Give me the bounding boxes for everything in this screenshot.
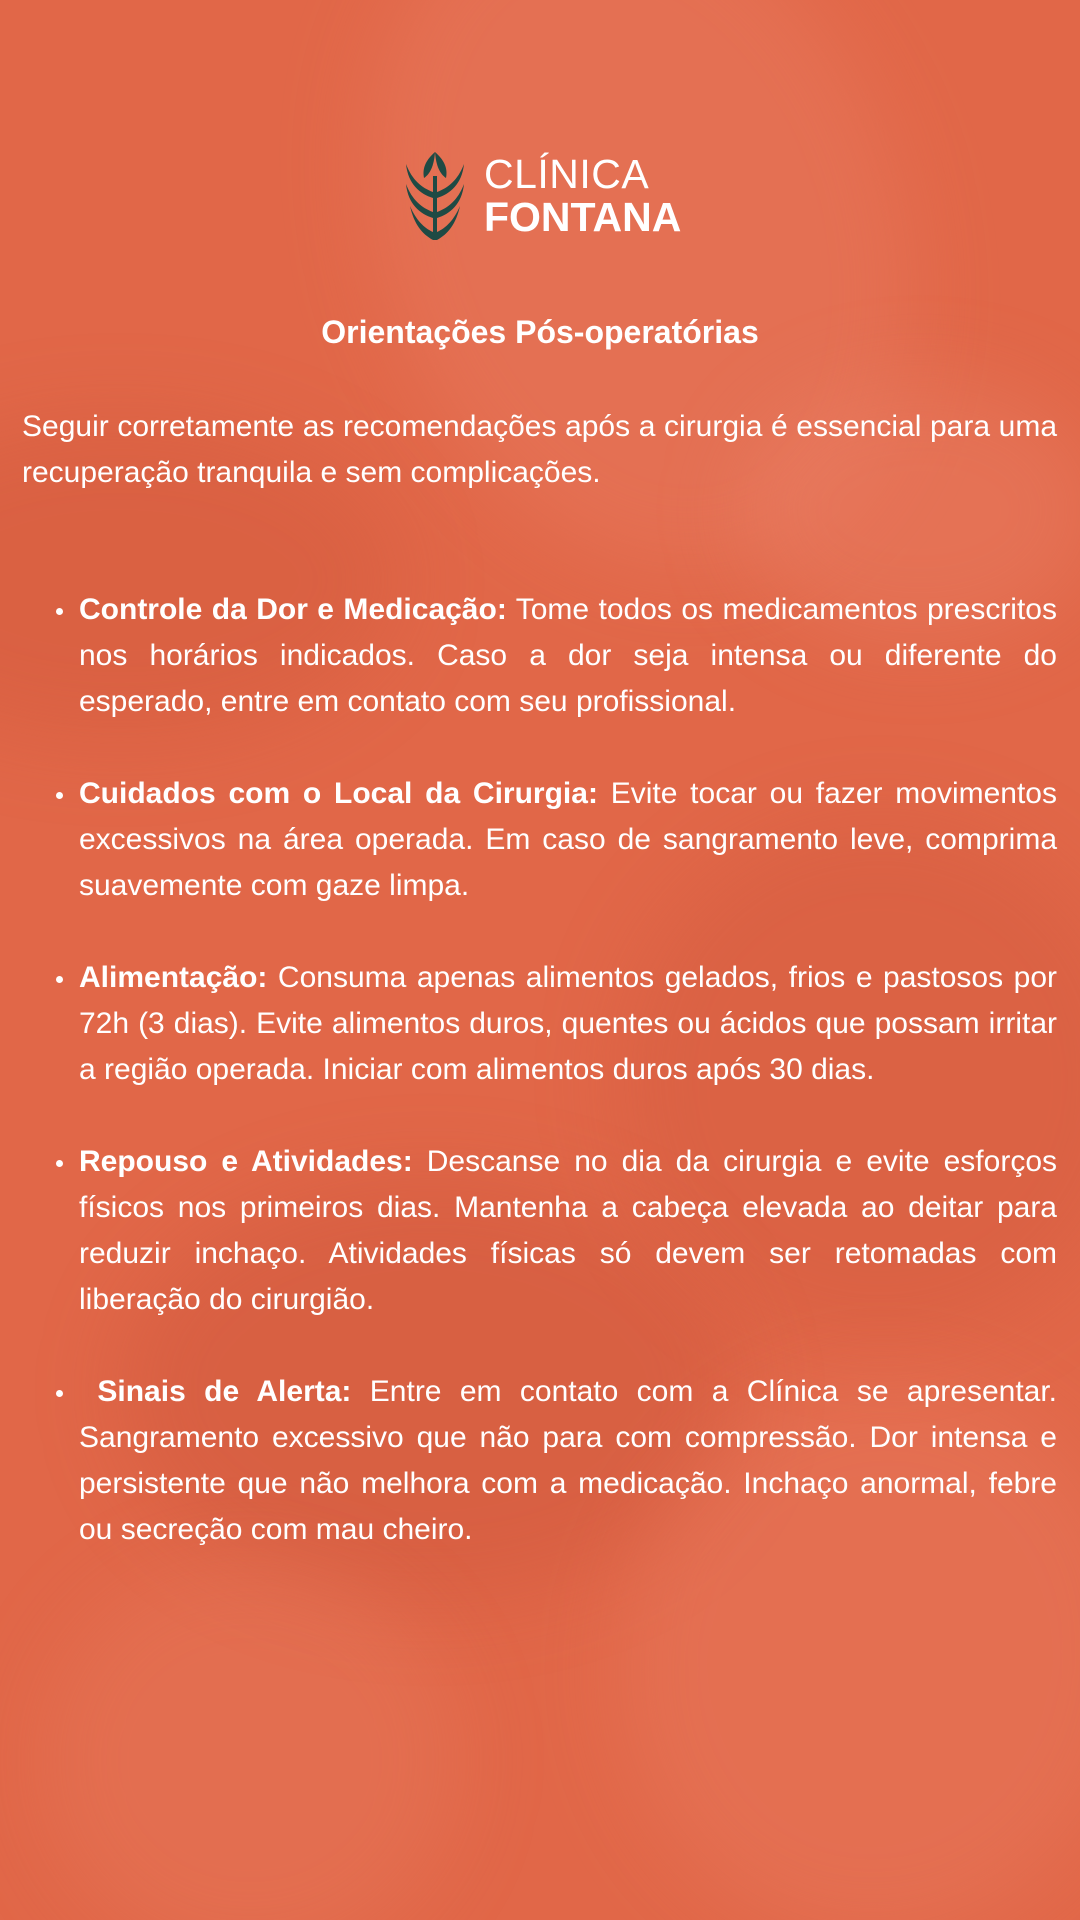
logo-text-fontana: FONTANA [484, 194, 682, 240]
bullet-icon [56, 608, 63, 615]
list-item-surgery-site-care [0, 771, 1057, 909]
item-text: Entre em contato com a Clínica se apresentar. Sangramento excessivo que não para com compressão. Dor intensa e persistente que não melhora com a medicação. Inchaço anormal, febre ou secreção com mau cheiro. [79, 1375, 1058, 1546]
list-item-warning-signs [0, 1369, 1057, 1553]
item-heading: Alimentação: [79, 961, 268, 994]
page-title: Orientações Pós-operatórias [321, 314, 759, 350]
item-text: Tome todos os medicamentos prescritos nos horários indicados. Caso a dor seja intensa ou diferente do esperado, entre em contato com seu profissional. [79, 593, 1057, 718]
list-item-nutrition [0, 955, 1057, 1093]
leaf-plant-icon [404, 150, 466, 242]
bullet-icon [56, 1390, 63, 1397]
bullet-icon [56, 792, 63, 799]
list-item-rest-activities [0, 1139, 1057, 1323]
item-text: Evite tocar ou fazer movimentos excessivos na área operada. Em caso de sangramento leve, comprima suavemente com gaze limpa. [79, 777, 1057, 902]
item-heading: Sinais de Alerta: [79, 1375, 352, 1408]
item-heading: Cuidados com o Local da Cirurgia: [79, 777, 598, 810]
bullet-icon [56, 976, 63, 983]
item-text: Consuma apenas alimentos gelados, frios e pastosos por 72h (3 dias). Evite alimentos duros, quentes ou ácidos que possam irritar a região operada. Iniciar com alimentos duros após 30 dias. [79, 961, 1057, 1086]
instructions-list [0, 587, 1080, 1599]
item-heading: Controle da Dor e Medicação: [79, 593, 507, 626]
logo-text-clinica: CLÍNICA [484, 151, 650, 197]
list-item-pain-control [0, 587, 1057, 725]
bullet-icon [56, 1160, 63, 1167]
item-text: Descanse no dia da cirurgia e evite esforços físicos nos primeiros dias. Mantenha a cabeça elevada ao deitar para reduzir inchaço. Atividades físicas só devem ser retomadas com liberação do cirurgião. [79, 1145, 1058, 1316]
item-heading: Repouso e Atividades: [79, 1145, 413, 1178]
intro-paragraph: Seguir corretamente as recomendações após a cirurgia é essencial para uma recuperação tranquila e sem complicações. [22, 410, 1057, 489]
clinic-logo [404, 150, 681, 242]
